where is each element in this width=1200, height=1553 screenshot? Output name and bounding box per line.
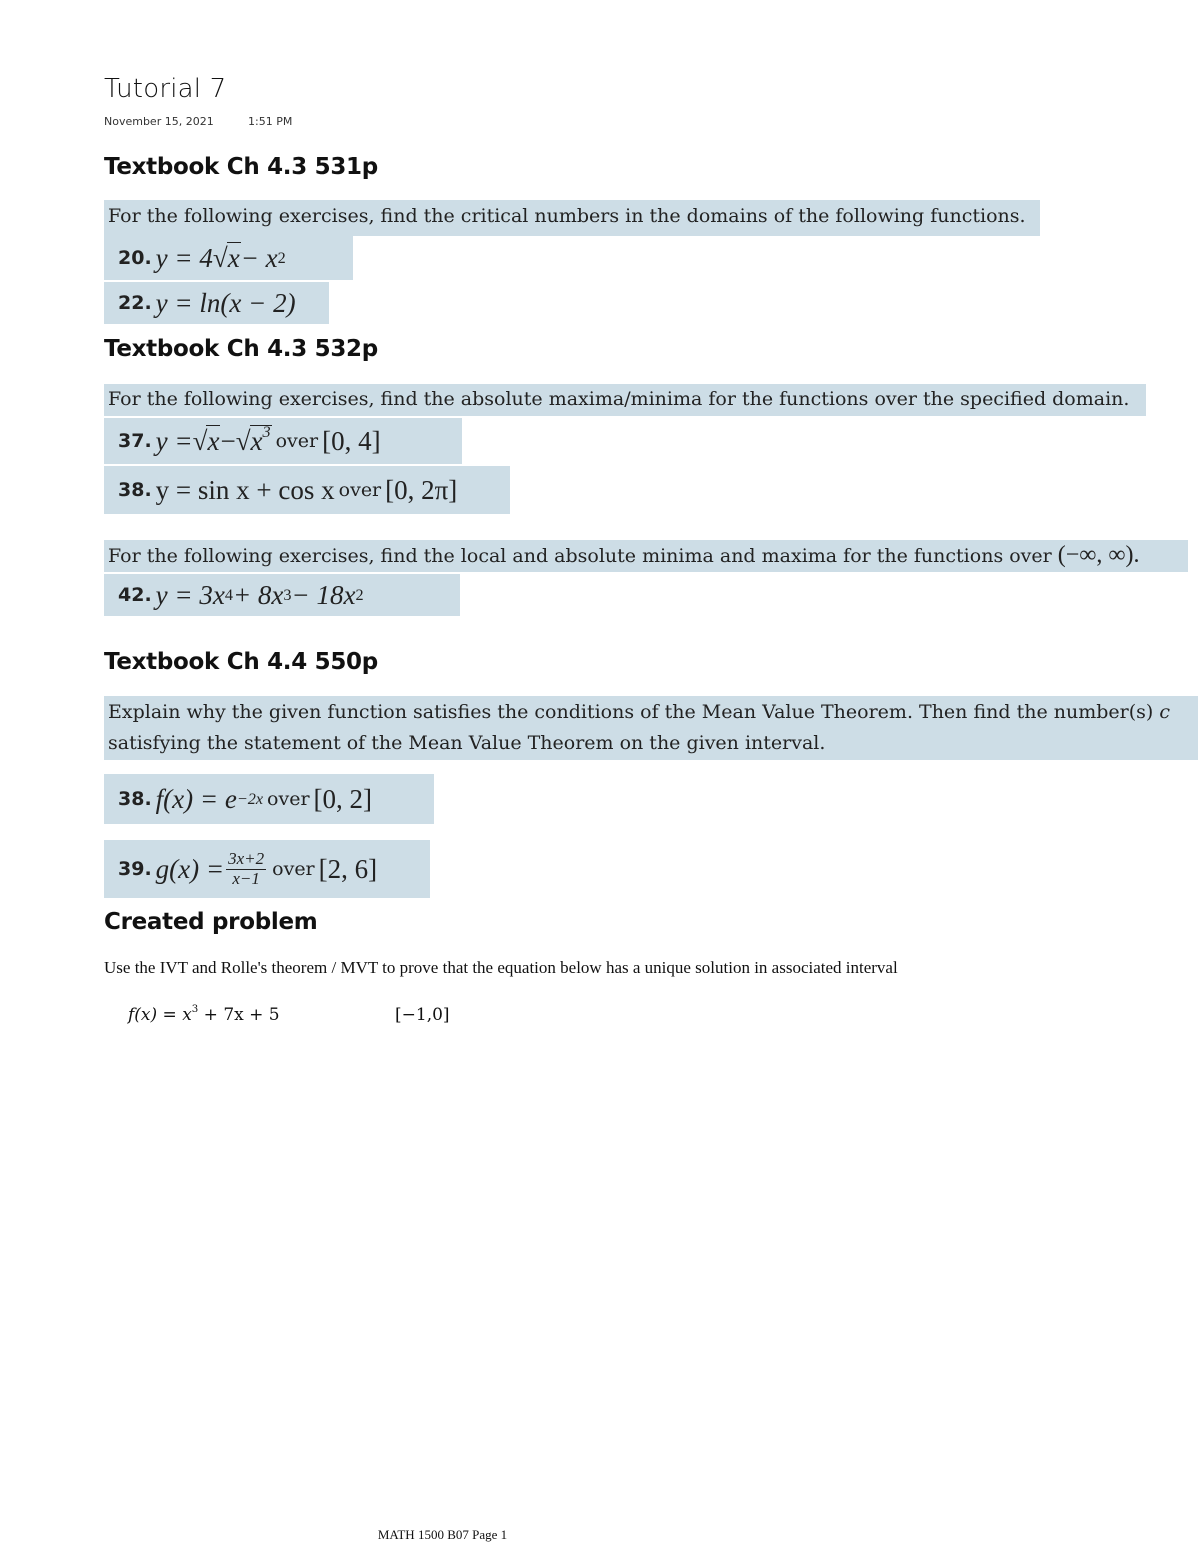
page-title: Tutorial 7 — [104, 74, 227, 104]
instruction-mvt — [104, 696, 1198, 760]
fraction — [226, 850, 266, 888]
problem-22 — [104, 282, 329, 324]
over-word: over — [338, 479, 382, 501]
equation-part: f(x) = x — [128, 1005, 192, 1025]
problem-38-trig — [104, 466, 510, 514]
equation-part: + 7x + 5 — [198, 1005, 280, 1025]
interval: [0, 2] — [313, 783, 373, 814]
problem-20: 20. y = 4 √ x − x 2 — [104, 236, 353, 280]
expr: y = ln(x − 2) — [155, 287, 296, 318]
problem-number: 38. — [118, 479, 152, 501]
section-heading-2: Textbook Ch 4.3 532p — [104, 336, 378, 362]
over-word: over — [275, 430, 319, 452]
denominator: x−1 — [232, 868, 260, 888]
section-heading-4: Created problem — [104, 909, 318, 935]
section-heading-3: Textbook Ch 4.4 550p — [104, 649, 378, 675]
interval: [0, 4] — [322, 425, 381, 456]
page-date: November 15, 2021 — [104, 115, 214, 128]
radicand: x — [207, 426, 220, 456]
variable-c: c — [1159, 701, 1170, 723]
expr-part: y = — [155, 425, 193, 456]
created-equation — [128, 1005, 280, 1025]
over-word: over — [267, 788, 310, 810]
exponent: 3 — [262, 423, 271, 442]
interval: [0, 2π] — [385, 474, 458, 505]
instruction-local-absolute — [104, 540, 1188, 572]
instruction-text: For the following exercises, find the local and absolute minima and maxima for the functions over — [108, 545, 1052, 567]
expr-part: − x — [240, 242, 278, 273]
numerator: 3x+2 — [228, 848, 265, 868]
interval: (−∞, ∞). — [1057, 542, 1140, 568]
problem-number: 42. — [118, 584, 152, 606]
expr-part: y = 4 — [155, 242, 213, 273]
expr-part: g(x) = — [155, 853, 225, 884]
exponent: 3 — [191, 1003, 199, 1015]
instruction-line-1: Explain why the given function satisfies the conditions of the Mean Value Theorem. Then find the number(s) — [108, 701, 1154, 723]
section-heading-1: Textbook Ch 4.3 531p — [104, 154, 378, 180]
problem-number: 20. — [118, 247, 152, 269]
page-time: 1:51 PM — [248, 115, 293, 128]
expr-part: + 8x — [232, 579, 284, 610]
problem-38-mvt: 38. f(x) = e −2x over [0, 2] — [104, 774, 434, 824]
expr: y = sin x + cos x — [155, 474, 335, 505]
expr-part: y = 3x — [155, 579, 225, 610]
problem-number: 37. — [118, 430, 152, 452]
problem-number: 38. — [118, 788, 152, 810]
problem-number: 22. — [118, 292, 152, 314]
problem-37: 37. y = √ x − √ $x^3$ over [0, 4] — [104, 418, 462, 464]
created-interval: [−1,0] — [395, 1005, 450, 1025]
instruction-critical-numbers: For the following exercises, find the critical numbers in the domains of the following functions. — [104, 200, 1040, 236]
over-word: over — [272, 858, 315, 880]
instruction-absolute-extrema: For the following exercises, find the absolute maxima/minima for the functions over the specified domain. — [104, 384, 1146, 416]
expr-part: − 18x — [291, 579, 356, 610]
instruction-line-2: satisfying the statement of the Mean Value Theorem on the given interval. — [108, 732, 826, 754]
radicand: x — [250, 426, 263, 456]
problem-number: 39. — [118, 858, 152, 880]
created-problem-text: Use the IVT and Rolle's theorem / MVT to prove that the equation below has a unique solution in associated interval — [104, 958, 898, 977]
page-footer: MATH 1500 B07 Page 1 — [377, 1527, 508, 1542]
problem-42: 42. y = 3x 4 + 8x 3 − 18x 2 — [104, 574, 460, 616]
expr-part: f(x) = e — [155, 783, 237, 814]
problem-39 — [104, 840, 430, 898]
radicand: x — [227, 243, 240, 273]
minus: − — [220, 425, 236, 456]
interval: [2, 6] — [318, 853, 378, 884]
